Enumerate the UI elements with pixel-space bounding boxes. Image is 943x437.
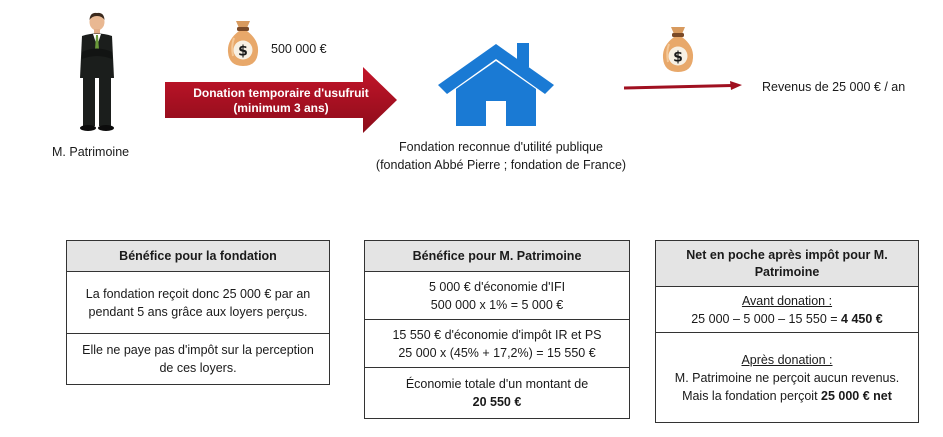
patrimoine-cell1-line1: 5 000 € d'économie d'IFI [428, 279, 566, 294]
money-bag-icon [660, 22, 696, 74]
avant-line [691, 310, 883, 328]
apres-line2-text: Mais la fondation perçoit [682, 388, 822, 403]
box-net-avant [656, 287, 918, 333]
person-label: M. Patrimoine [52, 145, 130, 159]
box-patrimoine-cell2 [365, 320, 629, 368]
house-icon [434, 42, 558, 128]
apres-line1: M. Patrimoine ne perçoit aucun revenus. [674, 370, 900, 385]
box-fondation-cell2 [67, 334, 329, 384]
svg-text:$: $ [238, 43, 248, 60]
box-net-apres [656, 333, 918, 422]
apres-line2-bold: 25 000 € net [821, 388, 892, 403]
patrimoine-total: 20 550 € [472, 395, 522, 409]
foundation-label [360, 138, 642, 174]
svg-text:$: $ [673, 49, 683, 66]
avant-result: 4 450 € [841, 311, 883, 326]
revenue-arrow [622, 80, 744, 94]
box-patrimoine-cell3 [365, 368, 629, 418]
box-patrimoine [364, 240, 630, 419]
patrimoine-cell2-line2: 25 000 x (45% + 17,2%) = 15 550 € [398, 345, 596, 360]
businessman-icon [74, 12, 120, 132]
amount-label: 500 000 € [271, 42, 327, 56]
foundation-line1: Fondation reconnue d'utilité publique [399, 140, 603, 154]
avant-label: Avant donation : [741, 293, 833, 308]
box-fondation-title: Bénéfice pour la fondation [67, 241, 329, 272]
foundation-line2: (fondation Abbé Pierre ; fondation de France) [375, 158, 627, 172]
arrow-text [170, 86, 392, 116]
money-bag-icon [225, 16, 261, 68]
box-fondation [66, 240, 330, 385]
apres-label: Après donation : [741, 352, 833, 367]
avant-calc: 25 000 – 5 000 – 15 550 = [691, 311, 842, 326]
box-net [655, 240, 919, 423]
arrow-text-line2: (minimum 3 ans) [233, 101, 329, 115]
patrimoine-cell1-line2: 500 000 x 1% = 5 000 € [430, 297, 564, 312]
apres-line2 [682, 387, 892, 405]
box-patrimoine-cell1 [365, 272, 629, 320]
box-patrimoine-title: Bénéfice pour M. Patrimoine [365, 241, 629, 272]
revenue-label: Revenus de 25 000 € / an [762, 80, 906, 94]
box-net-title: Net en poche après impôt pour M. Patrimoine [656, 241, 918, 287]
arrow-text-line1: Donation temporaire d'usufruit [193, 86, 369, 100]
patrimoine-cell3-line1: Économie totale d'un montant de [405, 377, 589, 391]
patrimoine-cell2-line1: 15 550 € d'économie d'impôt IR et PS [392, 327, 602, 342]
fondation-cell2-text: Elle ne paye pas d'impôt sur la perception de ces loyers. [82, 343, 314, 375]
fondation-cell1-text: La fondation reçoit donc 25 000 € par an pendant 5 ans grâce aux loyers perçus. [85, 286, 311, 319]
box-fondation-cell1 [67, 272, 329, 334]
